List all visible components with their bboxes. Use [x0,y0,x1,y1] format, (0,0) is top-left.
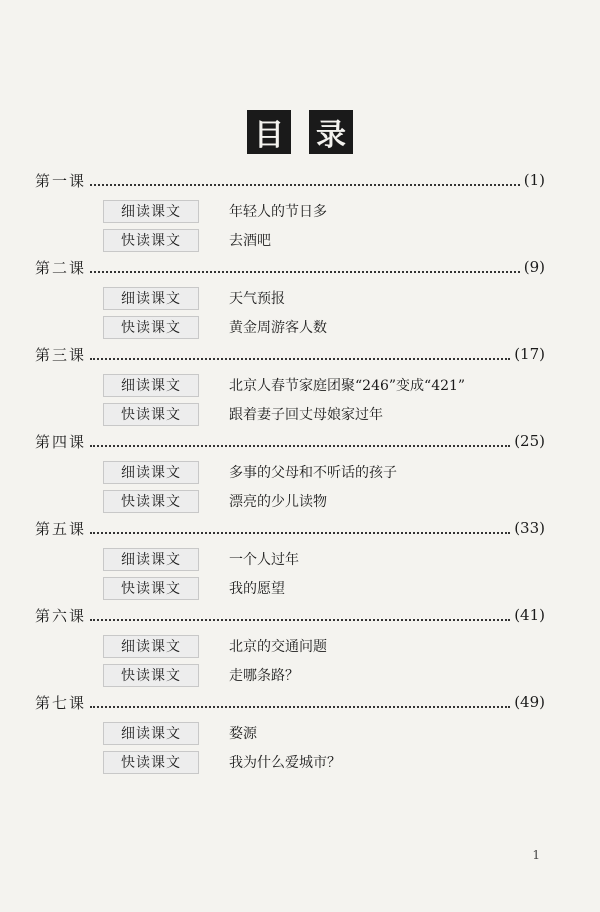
text-type-badge [103,635,199,658]
text-type-badge [103,490,199,513]
title-char-2: 录 [309,110,353,154]
title-char-1: 目 [247,110,291,154]
text-entry[interactable] [103,198,327,224]
text-entry[interactable] [103,488,327,514]
text-title: 我为什么爱城市？ [229,755,341,771]
text-entry[interactable] [103,720,257,746]
text-type-badge [103,403,199,426]
lesson-heading-row[interactable] [35,252,545,282]
text-type-label: 细读课文 [121,552,181,568]
lesson-label: 第三课 [35,345,87,364]
text-type-label: 细读课文 [121,378,181,394]
text-type-label: 细读课文 [121,204,181,220]
lesson-7 [0,687,600,772]
leader-dots [90,609,510,621]
text-type-badge [103,548,199,571]
text-entry[interactable] [103,314,327,340]
text-title: 婺源 [229,726,257,742]
text-type-badge [103,461,199,484]
text-type-label: 快读课文 [121,320,181,336]
lesson-label: 第五课 [35,519,87,538]
text-title: 我的愿望 [229,581,285,597]
text-entry[interactable] [103,575,285,601]
text-title: 跟着妻子回丈母娘家过年 [229,407,383,423]
page-number: (9) [523,258,545,276]
text-type-label: 快读课文 [121,755,181,771]
text-title: 一个人过年 [229,552,299,568]
lesson-label: 第四课 [35,432,87,451]
text-entry[interactable] [103,401,383,427]
leader-dots [90,174,520,186]
text-type-badge [103,664,199,687]
text-type-badge [103,287,199,310]
text-entry[interactable] [103,285,285,311]
text-type-label: 快读课文 [121,233,181,249]
leader-dots [90,348,510,360]
text-type-label: 快读课文 [121,668,181,684]
text-type-label: 快读课文 [121,407,181,423]
text-type-badge [103,374,199,397]
leader-dots [90,696,510,708]
lesson-heading-row[interactable] [35,426,545,456]
page-footer-number: 1 [532,848,540,862]
page-number: (33) [514,519,545,537]
page-number: (49) [514,693,545,711]
text-title: 北京人春节家庭团聚“246”变成“421” [229,378,466,394]
lesson-1 [0,165,600,250]
text-type-label: 细读课文 [121,726,181,742]
text-type-label: 快读课文 [121,494,181,510]
text-title: 天气预报 [229,291,285,307]
text-entry[interactable] [103,662,299,688]
lesson-label: 第七课 [35,693,87,712]
page-number: (25) [514,432,545,450]
text-entry[interactable] [103,749,341,775]
lesson-heading-row[interactable] [35,165,545,195]
text-title: 漂亮的少儿读物 [229,494,327,510]
toc-title [0,110,600,154]
lesson-heading-row[interactable] [35,513,545,543]
text-title: 走哪条路？ [229,668,299,684]
text-type-badge [103,722,199,745]
text-type-badge [103,316,199,339]
text-title: 年轻人的节日多 [229,204,327,220]
text-title: 北京的交通问题 [229,639,327,655]
leader-dots [90,522,510,534]
text-entry[interactable] [103,227,271,253]
lesson-3 [0,339,600,424]
text-type-badge [103,229,199,252]
page-number: (1) [523,171,545,189]
text-type-badge [103,200,199,223]
text-type-label: 细读课文 [121,291,181,307]
text-entry[interactable] [103,546,299,572]
text-title: 去酒吧 [229,233,271,249]
page-number: (17) [514,345,545,363]
lesson-heading-row[interactable] [35,600,545,630]
text-entry[interactable] [103,459,397,485]
text-type-badge [103,751,199,774]
lesson-heading-row[interactable] [35,687,545,717]
lesson-heading-row[interactable] [35,339,545,369]
text-title: 多事的父母和不听话的孩子 [229,465,397,481]
text-title: 黄金周游客人数 [229,320,327,336]
lesson-6 [0,600,600,685]
leader-dots [90,435,510,447]
text-entry[interactable] [103,372,465,398]
lesson-5 [0,513,600,598]
lesson-label: 第六课 [35,606,87,625]
lesson-label: 第二课 [35,258,87,277]
text-type-label: 快读课文 [121,581,181,597]
lesson-label: 第一课 [35,171,87,190]
text-type-badge [103,577,199,600]
text-type-label: 细读课文 [121,639,181,655]
leader-dots [90,261,520,273]
lesson-4 [0,426,600,511]
page-number: (41) [514,606,545,624]
lesson-2 [0,252,600,337]
text-entry[interactable] [103,633,327,659]
text-type-label: 细读课文 [121,465,181,481]
